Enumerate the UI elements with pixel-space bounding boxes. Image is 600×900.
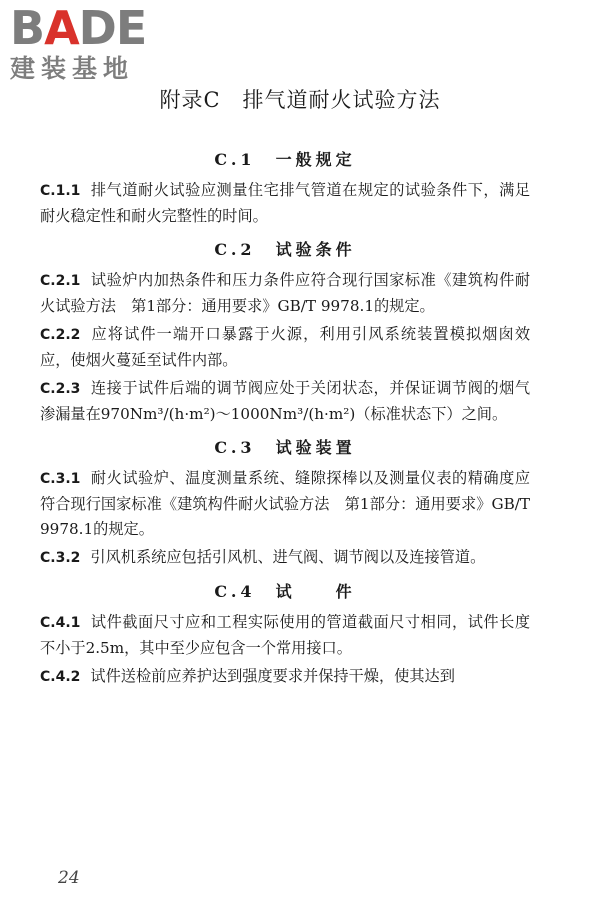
clause [40,545,530,571]
section-c2 [40,232,530,427]
page-number: 24 [58,868,80,888]
section-heading: C.2 试验条件 [214,240,356,259]
clause-text: 引风机系统应包括引风机、进气阀、调节阀以及连接管道。 [90,548,486,566]
clause-text: 排气道耐火试验应测量住宅排气管道在规定的试验条件下，满足耐火稳定性和耐火完整性的时间。 [40,181,530,225]
clause-text: 试验炉内加热条件和压力条件应符合现行国家标准《建筑构件耐火试验方法 第1部分：通用要求》GB/T 9978.1的规定。 [40,271,530,315]
section-c1 [40,142,530,229]
clause [40,466,530,542]
section-c3 [40,430,530,571]
section-heading: C.1 一般规定 [214,150,356,169]
clause-number: C.2.3 [40,381,81,397]
section-heading: C.3 试验装置 [214,438,356,457]
logo-chinese-text: 建装基地 [10,54,135,83]
clause-text: 耐火试验炉、温度测量系统、缝隙探棒以及测量仪表的精确度应符合现行国家标准《建筑构件耐火试验方法 第1部分：通用要求》GB/T 9978.1的规定。 [40,469,530,538]
bade-logo [10,1,180,84]
clause-number: C.4.1 [40,615,81,631]
clause-number: C.3.2 [40,550,81,566]
section-c4 [40,574,530,690]
logo-wordmark: BADE [10,1,147,55]
clause [40,664,530,690]
clause-number: C.3.1 [40,471,81,487]
section-heading: C.4 试 件 [214,582,356,601]
clause-text: 试件截面尺寸应和工程实际使用的管道截面尺寸相同，试件长度不小于2.5m，其中至少应包含一个常用接口。 [40,613,530,657]
clause [40,322,530,373]
clause-number: C.2.2 [40,327,81,343]
clause-number: C.4.2 [40,669,81,685]
clause [40,376,530,427]
document-body [40,142,530,693]
clause-text: 试件送检前应养护达到强度要求并保持干燥，使其达到 [90,667,455,685]
clause [40,268,530,319]
appendix-title: 附录C 排气道耐火试验方法 [159,88,441,112]
clause-number: C.2.1 [40,273,81,289]
clause-text: 应将试件一端开口暴露于火源，利用引风系统装置模拟烟囱效应，使烟火蔓延至试件内部。 [40,325,530,369]
clause [40,178,530,229]
clause [40,610,530,661]
clause-text: 连接于试件后端的调节阀应处于关闭状态，并保证调节阀的烟气渗漏量在970Nm³/(h·m²)～1000Nm³/(h·m²)（标准状态下）之间。 [40,379,530,423]
clause-number: C.1.1 [40,183,81,199]
